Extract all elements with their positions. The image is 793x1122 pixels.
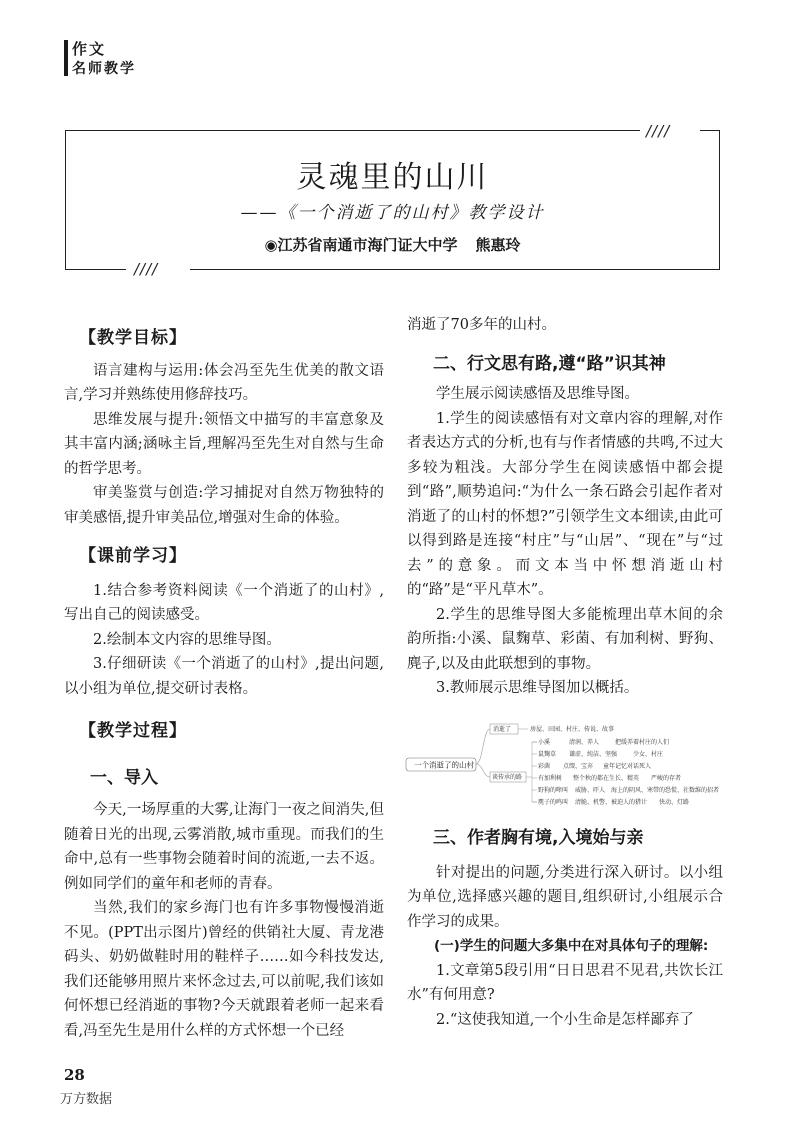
mind-map-row — [532, 786, 719, 794]
author-name: 熊惠玲 — [475, 236, 521, 254]
column-label: 名师教学 — [72, 61, 136, 77]
article-subtitle: ——《一个消逝了的山村》教学设计 — [240, 203, 545, 223]
intro-heading: 一、导入 — [90, 767, 158, 788]
pre-study-item: 2.绘制本文内容的思维导图。 — [93, 631, 281, 648]
section2-paragraph: 学生展示阅读感悟及思维导图。 — [436, 386, 639, 402]
svg-text:把缓养着村庄的人们: 把缓养着村庄的人们 — [615, 739, 670, 746]
intro-paragraph: 当然,我们的家乡海门也有许多事物慢慢消逝不见。(PPT出示图片)曾经的供销社大厦、青龙港码头、奶奶做鞋时用的鞋样子……如今科技发达,我们还能够用照片来怀念过去,可以前呢,我们该如何怀想已经消逝的事物?今天就跟着老师一起来看看,冯至先生是用什么样的方式怀想一个已经 — [64, 900, 384, 1039]
svg-text:严峻的存者: 严峻的存者 — [651, 775, 682, 782]
section2-heading: 二、行文思有路,遵“路”识其神 — [433, 353, 666, 374]
question-group-heading: (一)学生的问题大多集中在对具体句子的理解: — [434, 938, 709, 954]
left-column — [64, 326, 384, 1043]
section3-paragraph: 针对提出的问题,分类进行深入研讨。以小组为单位,选择感兴趣的题目,组织研讨,小组展示合作学习的成果。 — [407, 864, 723, 930]
goal-paragraph: 语言建构与运用:体会冯至先生优美的散文语言,学习并熟练使用修辞技巧。 — [64, 362, 384, 403]
mind-map-row — [532, 762, 651, 770]
page-number: 28 — [64, 1066, 85, 1084]
mind-map-root: 一个消逝了的山村 — [414, 760, 474, 770]
goal-paragraph: 思维发展与提升:领悟文中描写的丰富意象及其丰富内涵;涵咏主旨,理解冯至先生对自然与生命的哲学思考。 — [64, 411, 384, 477]
section3-heading: 三、作者胸有境,入境始与亲 — [433, 828, 644, 848]
slash-decoration-top: //// — [646, 122, 671, 140]
section2-paragraph: 1.学生的阅读感悟有对文章内容的理解,对作者表达方式的分析,也有与作者情感的共鸣,不过大多较为粗浅。大部分学生在阅读感悟中都会提到“路”,顺势追问:“为什么一条石路会引起作者对消逝了的山村的怀想?”引领学生文本细读,由此可以得到路是连接“村庄”与“山居”、“现在”与“过去”的意象。而文本当中怀想消逝山村的“路”是“平凡草木”。 — [407, 410, 723, 598]
svg-text:点缀、宝弃: 点缀、宝弃 — [563, 763, 594, 770]
pre-study-item: 1.结合参考资料阅读《一个消逝了的山村》,写出自己的阅读感受。 — [64, 582, 384, 623]
svg-text:威胁、吓人: 威胁、吓人 — [575, 787, 606, 794]
title-box-corner-bottom — [126, 260, 190, 278]
section2-paragraph: 3.教师展示思维导图加以概括。 — [436, 680, 639, 696]
mind-map-branch: 谈传承的路 — [492, 774, 523, 781]
svg-text:海上的阴风、寒带的恐慌、社数维的招者: 海上的阴风、寒带的恐慌、社数维的招者 — [611, 787, 720, 794]
svg-text:野狗的嗥叫: 野狗的嗥叫 — [538, 787, 569, 794]
svg-text:清润、养人: 清润、养人 — [569, 739, 600, 746]
mind-map-row — [532, 774, 681, 782]
svg-text:麂子的鸣叫: 麂子的鸣叫 — [538, 799, 569, 806]
question-item: 2.“这使我知道,一个小生命是怎样鄙弃了 — [436, 1011, 694, 1028]
svg-text:少女、村庄: 少女、村庄 — [633, 751, 664, 758]
author-line — [65, 234, 720, 255]
mind-map-row — [532, 798, 689, 806]
intro-paragraph: 今天,一场厚重的大雾,让海门一夜之间消失,但随着日光的出现,云雾消散,城市重现。而我们的生命中,总有一些事物会随着时间的流逝,一去不返。例如同学们的童年和老师的青春。 — [64, 802, 384, 892]
section-label: 作文 — [72, 40, 107, 58]
svg-text:鼠麴草: 鼠麴草 — [538, 751, 557, 758]
title-box-corner-top — [640, 122, 700, 140]
author-school: ◉江苏省南通市海门证大中学 — [264, 236, 458, 254]
svg-text:谦虚、纯洁、坚强: 谦虚、纯洁、坚强 — [569, 751, 618, 758]
section2-paragraph: 2.学生的思维导图大多能梳理出草木间的余韵所指:小溪、鼠麴草、彩菌、有加利树、野狗、麂子,以及由此联想到的事物。 — [407, 606, 723, 672]
mind-map-row — [532, 750, 663, 758]
source-watermark: 万方数据 — [60, 1092, 113, 1107]
svg-text:彩菌: 彩菌 — [538, 763, 551, 770]
mind-map-branch: 消逝了 — [493, 726, 512, 733]
svg-text:快动、灯路: 快动、灯路 — [659, 799, 690, 806]
svg-text:小溪: 小溪 — [538, 739, 551, 746]
pre-study-heading: 【课前学习】 — [79, 546, 187, 566]
svg-text:清脆、机警、被迫人的猎计: 清脆、机警、被迫人的猎计 — [575, 799, 648, 806]
question-item: 1.文章第5段引用“日日思君不见君,共饮长江水”有何用意? — [407, 962, 723, 1003]
header-bar — [64, 40, 68, 76]
process-heading: 【教学过程】 — [79, 721, 187, 741]
right-column — [407, 313, 723, 701]
slash-decoration-bottom: //// — [134, 260, 159, 278]
goal-paragraph: 审美鉴赏与创造:学习捕捉对自然万物独特的审美感悟,提升审美品位,增强对生命的体验。 — [64, 485, 384, 526]
continuation-text: 消逝了70多年的山村。 — [407, 317, 556, 333]
right-column-lower — [407, 826, 723, 1032]
mind-map-leaf: 房屋、田园、村庄、传说、故事 — [530, 726, 615, 733]
svg-text:有加利树: 有加利树 — [538, 775, 563, 782]
pre-study-item: 3.仔细研读《一个消逝了的山村》,提出问题,以小组为单位,提交研讨表格。 — [64, 656, 384, 697]
mind-map-figure — [405, 720, 723, 810]
mind-map-row — [532, 738, 669, 746]
goals-heading: 【教学目标】 — [79, 328, 187, 348]
svg-text:童年记忆对话死人: 童年记忆对话死人 — [603, 763, 652, 770]
svg-text:整个秋的都在生长、精英: 整个秋的都在生长、精英 — [573, 775, 640, 782]
article-title: 灵魂里的山川 — [296, 160, 489, 195]
